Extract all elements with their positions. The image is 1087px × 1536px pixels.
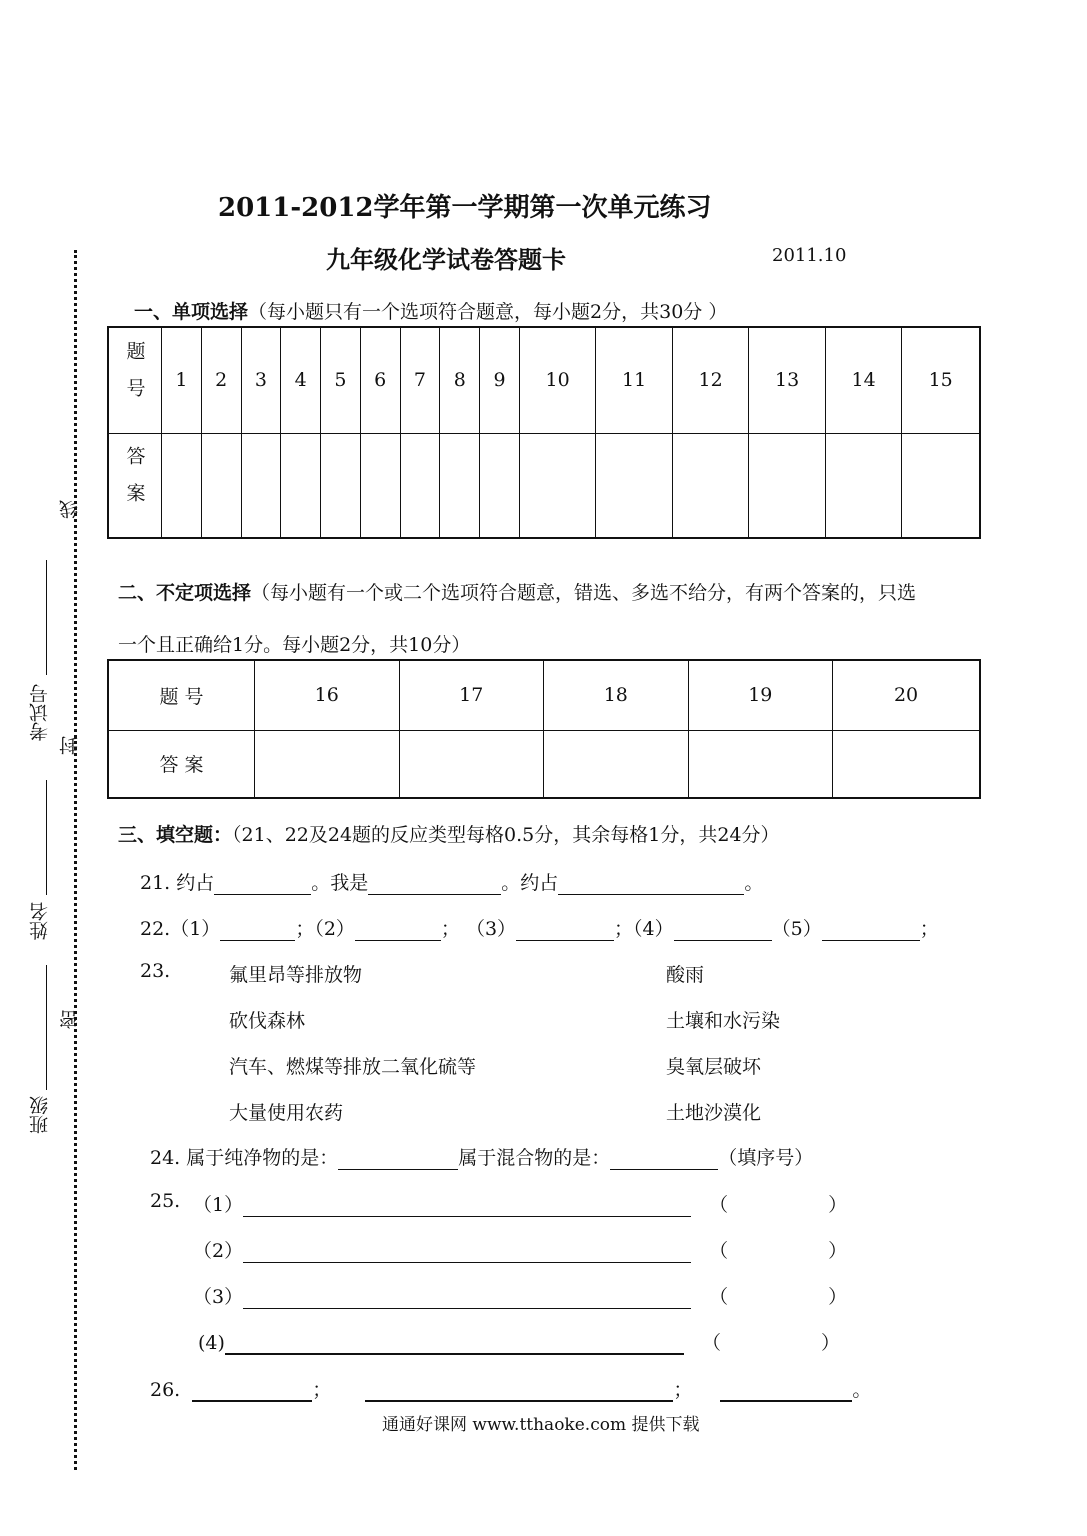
class-label: 班级 (29, 1096, 51, 1134)
answer-cell[interactable] (399, 730, 544, 798)
q-number-cell: 3 (241, 327, 281, 433)
section3-note: （21、22及24题的反应类型每格0.5分，其余每格1分，共24分） (232, 824, 780, 846)
section2-row-q-label: 题 号 (108, 660, 255, 730)
q22-blank1[interactable] (220, 920, 295, 941)
answer-cell[interactable] (902, 433, 980, 538)
q-number-cell: 1 (162, 327, 202, 433)
q22-row (140, 914, 939, 941)
q-number-cell: 2 (201, 327, 241, 433)
section2-note-cont: 一个且正确给1分。每小题2分，共10分） (118, 634, 471, 656)
q25-part-row (193, 1282, 847, 1309)
q26-blank3[interactable] (720, 1380, 852, 1402)
section2-heading-row (118, 578, 916, 605)
q-number-cell: 12 (672, 327, 749, 433)
answer-cell[interactable] (544, 730, 689, 798)
q22-part3: ； （3） (440, 918, 517, 940)
section1-row-q-label: 题号 (108, 327, 162, 433)
q23-left-item: 大量使用农药 (229, 1102, 344, 1124)
q21-row (140, 868, 763, 895)
q-number-cell: 18 (544, 660, 689, 730)
answer-cell[interactable] (833, 730, 980, 798)
q22-blank4[interactable] (674, 920, 772, 941)
q25-part-label: （1） (193, 1194, 244, 1216)
q23-right-item: 土壤和水污染 (666, 1010, 781, 1032)
q21-text3: 。约占 (501, 872, 559, 894)
q23-right-item: 酸雨 (666, 964, 705, 986)
paper-subtitle: 九年级化学试卷答题卡 (326, 245, 566, 274)
answer-cell[interactable] (281, 433, 321, 538)
q24-row (150, 1143, 813, 1170)
answer-cell[interactable] (321, 433, 361, 538)
q25-blank[interactable] (243, 1288, 691, 1309)
answer-cell[interactable] (255, 730, 400, 798)
q24-text3: （填序号） (718, 1147, 814, 1169)
answer-cell[interactable] (201, 433, 241, 538)
q22-part1: （1） (170, 918, 221, 940)
q-number-cell: 5 (321, 327, 361, 433)
q24-blank2[interactable] (610, 1149, 718, 1170)
q22-blank3[interactable] (516, 920, 614, 941)
q21-blank1[interactable] (214, 874, 311, 895)
q-number-cell: 11 (596, 327, 673, 433)
answer-cell[interactable] (360, 433, 400, 538)
q26-sep: ； (673, 1379, 693, 1401)
q21-text2: 。我是 (311, 872, 369, 894)
q24-text1: 属于纯净物的是： (186, 1147, 339, 1169)
answer-cell[interactable] (480, 433, 520, 538)
class-blank[interactable] (46, 965, 47, 1090)
section2-heading: 二、不定项选择 (118, 582, 252, 604)
q25-part-label: （2） (193, 1240, 244, 1262)
section2-note: （每小题有一个或二个选项符合题意，错选、多选不给分，有两个答案的，只选 (251, 582, 917, 604)
q25-part-label: (4) (198, 1332, 225, 1354)
name-label: 姓名 (29, 902, 51, 940)
q21-end: 。 (744, 872, 764, 894)
q22-blank2[interactable] (355, 920, 441, 941)
q22-number: 22. (140, 918, 171, 940)
seal-feng-label: 封 (59, 736, 81, 755)
q24-number: 24. (150, 1147, 181, 1169)
q-number-cell: 14 (825, 327, 902, 433)
q21-blank2[interactable] (368, 874, 501, 895)
q25-paren-open: （ (709, 1194, 729, 1216)
q22-part2: ；（2） (295, 918, 355, 940)
answer-cell[interactable] (440, 433, 480, 538)
section2-number-row (108, 660, 980, 730)
q25-blank[interactable] (243, 1242, 691, 1263)
q22-part5: （5） (771, 918, 822, 940)
q21-blank3[interactable] (558, 874, 744, 895)
q-number-cell: 20 (833, 660, 980, 730)
paper-date: 2011.10 (772, 245, 847, 266)
q24-text2: 属于混合物的是： (458, 1147, 611, 1169)
section1-answer-row (108, 433, 980, 538)
q25-blank[interactable] (243, 1196, 691, 1217)
q25-part-row (198, 1328, 840, 1355)
answer-cell[interactable] (400, 433, 440, 538)
footer-source: 通通好课网 www.tthaoke.com 提供下载 (382, 1415, 700, 1435)
section1-note: （每小题只有一个选项符合题意，每小题2分，共30分 ） (248, 301, 728, 323)
answer-cell[interactable] (688, 730, 833, 798)
q22-part4: ；（4） (614, 918, 674, 940)
q23-right-item: 土地沙漠化 (666, 1102, 762, 1124)
q26-blank2[interactable] (365, 1380, 673, 1402)
answer-cell[interactable] (672, 433, 749, 538)
section2-answer-row (108, 730, 980, 798)
answer-cell[interactable] (749, 433, 826, 538)
section3-heading-row (118, 820, 780, 847)
q25-part-row (193, 1236, 847, 1263)
q23-left-item: 汽车、燃煤等排放二氧化硫等 (229, 1056, 477, 1078)
answer-cell[interactable] (825, 433, 902, 538)
q25-number: 25. (150, 1190, 181, 1212)
q-number-cell: 8 (440, 327, 480, 433)
q25-paren-open: （ (709, 1240, 729, 1262)
seal-mi-label: 密 (59, 1010, 81, 1029)
q-number-cell: 6 (360, 327, 400, 433)
section1-heading: 一、单项选择 (134, 301, 249, 323)
q-number-cell: 13 (749, 327, 826, 433)
q-number-cell: 9 (480, 327, 520, 433)
binding-dotted-line (74, 250, 77, 1470)
exam-no-blank[interactable] (46, 560, 47, 675)
q25-blank[interactable] (225, 1333, 684, 1355)
q25-part-label: （3） (193, 1286, 244, 1308)
paper-title: 2011-2012学年第一学期第一次单元练习 (218, 193, 712, 223)
q24-blank1[interactable] (338, 1149, 458, 1170)
q-number-cell: 15 (902, 327, 980, 433)
q22-blank5[interactable] (822, 920, 920, 941)
answer-cell[interactable] (596, 433, 673, 538)
q21-text1: 约占 (176, 872, 215, 894)
q-number-cell: 10 (519, 327, 596, 433)
seal-line-label: 线 (59, 500, 81, 519)
q26-end: 。 (852, 1379, 872, 1401)
q26-number: 26. (150, 1379, 181, 1401)
section2-answer-table (107, 659, 981, 799)
q-number-cell: 4 (281, 327, 321, 433)
q-number-cell: 19 (688, 660, 833, 730)
section1-number-row (108, 327, 980, 433)
q25-part-row (193, 1190, 847, 1217)
section1-heading-row (134, 297, 727, 324)
q23-right-item: 臭氧层破坏 (666, 1056, 762, 1078)
answer-cell[interactable] (241, 433, 281, 538)
q26-blank1[interactable] (192, 1380, 312, 1402)
q23-left-item: 氟里昂等排放物 (229, 964, 363, 986)
q25-paren-close: ） (820, 1332, 840, 1354)
q-number-cell: 17 (399, 660, 544, 730)
q25-paren-open: （ (701, 1332, 721, 1354)
q26-row (150, 1375, 871, 1402)
section2-row-a-label: 答 案 (108, 730, 255, 798)
section3-heading: 三、填空题： (118, 824, 233, 846)
name-blank[interactable] (46, 780, 47, 895)
q-number-cell: 7 (400, 327, 440, 433)
q22-end: ； (919, 918, 939, 940)
section1-answer-table (107, 326, 981, 539)
q23-left-item: 砍伐森林 (229, 1010, 306, 1032)
answer-cell[interactable] (519, 433, 596, 538)
answer-cell[interactable] (162, 433, 202, 538)
exam-no-label: 考试号 (29, 684, 51, 741)
q25-paren-close: ） (828, 1194, 848, 1216)
section1-row-a-label: 答案 (108, 433, 162, 538)
q26-sep: ； (312, 1379, 332, 1401)
q21-number: 21. (140, 872, 171, 894)
q25-paren-open: （ (709, 1286, 729, 1308)
q-number-cell: 16 (255, 660, 400, 730)
q25-paren-close: ） (828, 1240, 848, 1262)
q23-number: 23. (140, 960, 171, 982)
q25-paren-close: ） (828, 1286, 848, 1308)
